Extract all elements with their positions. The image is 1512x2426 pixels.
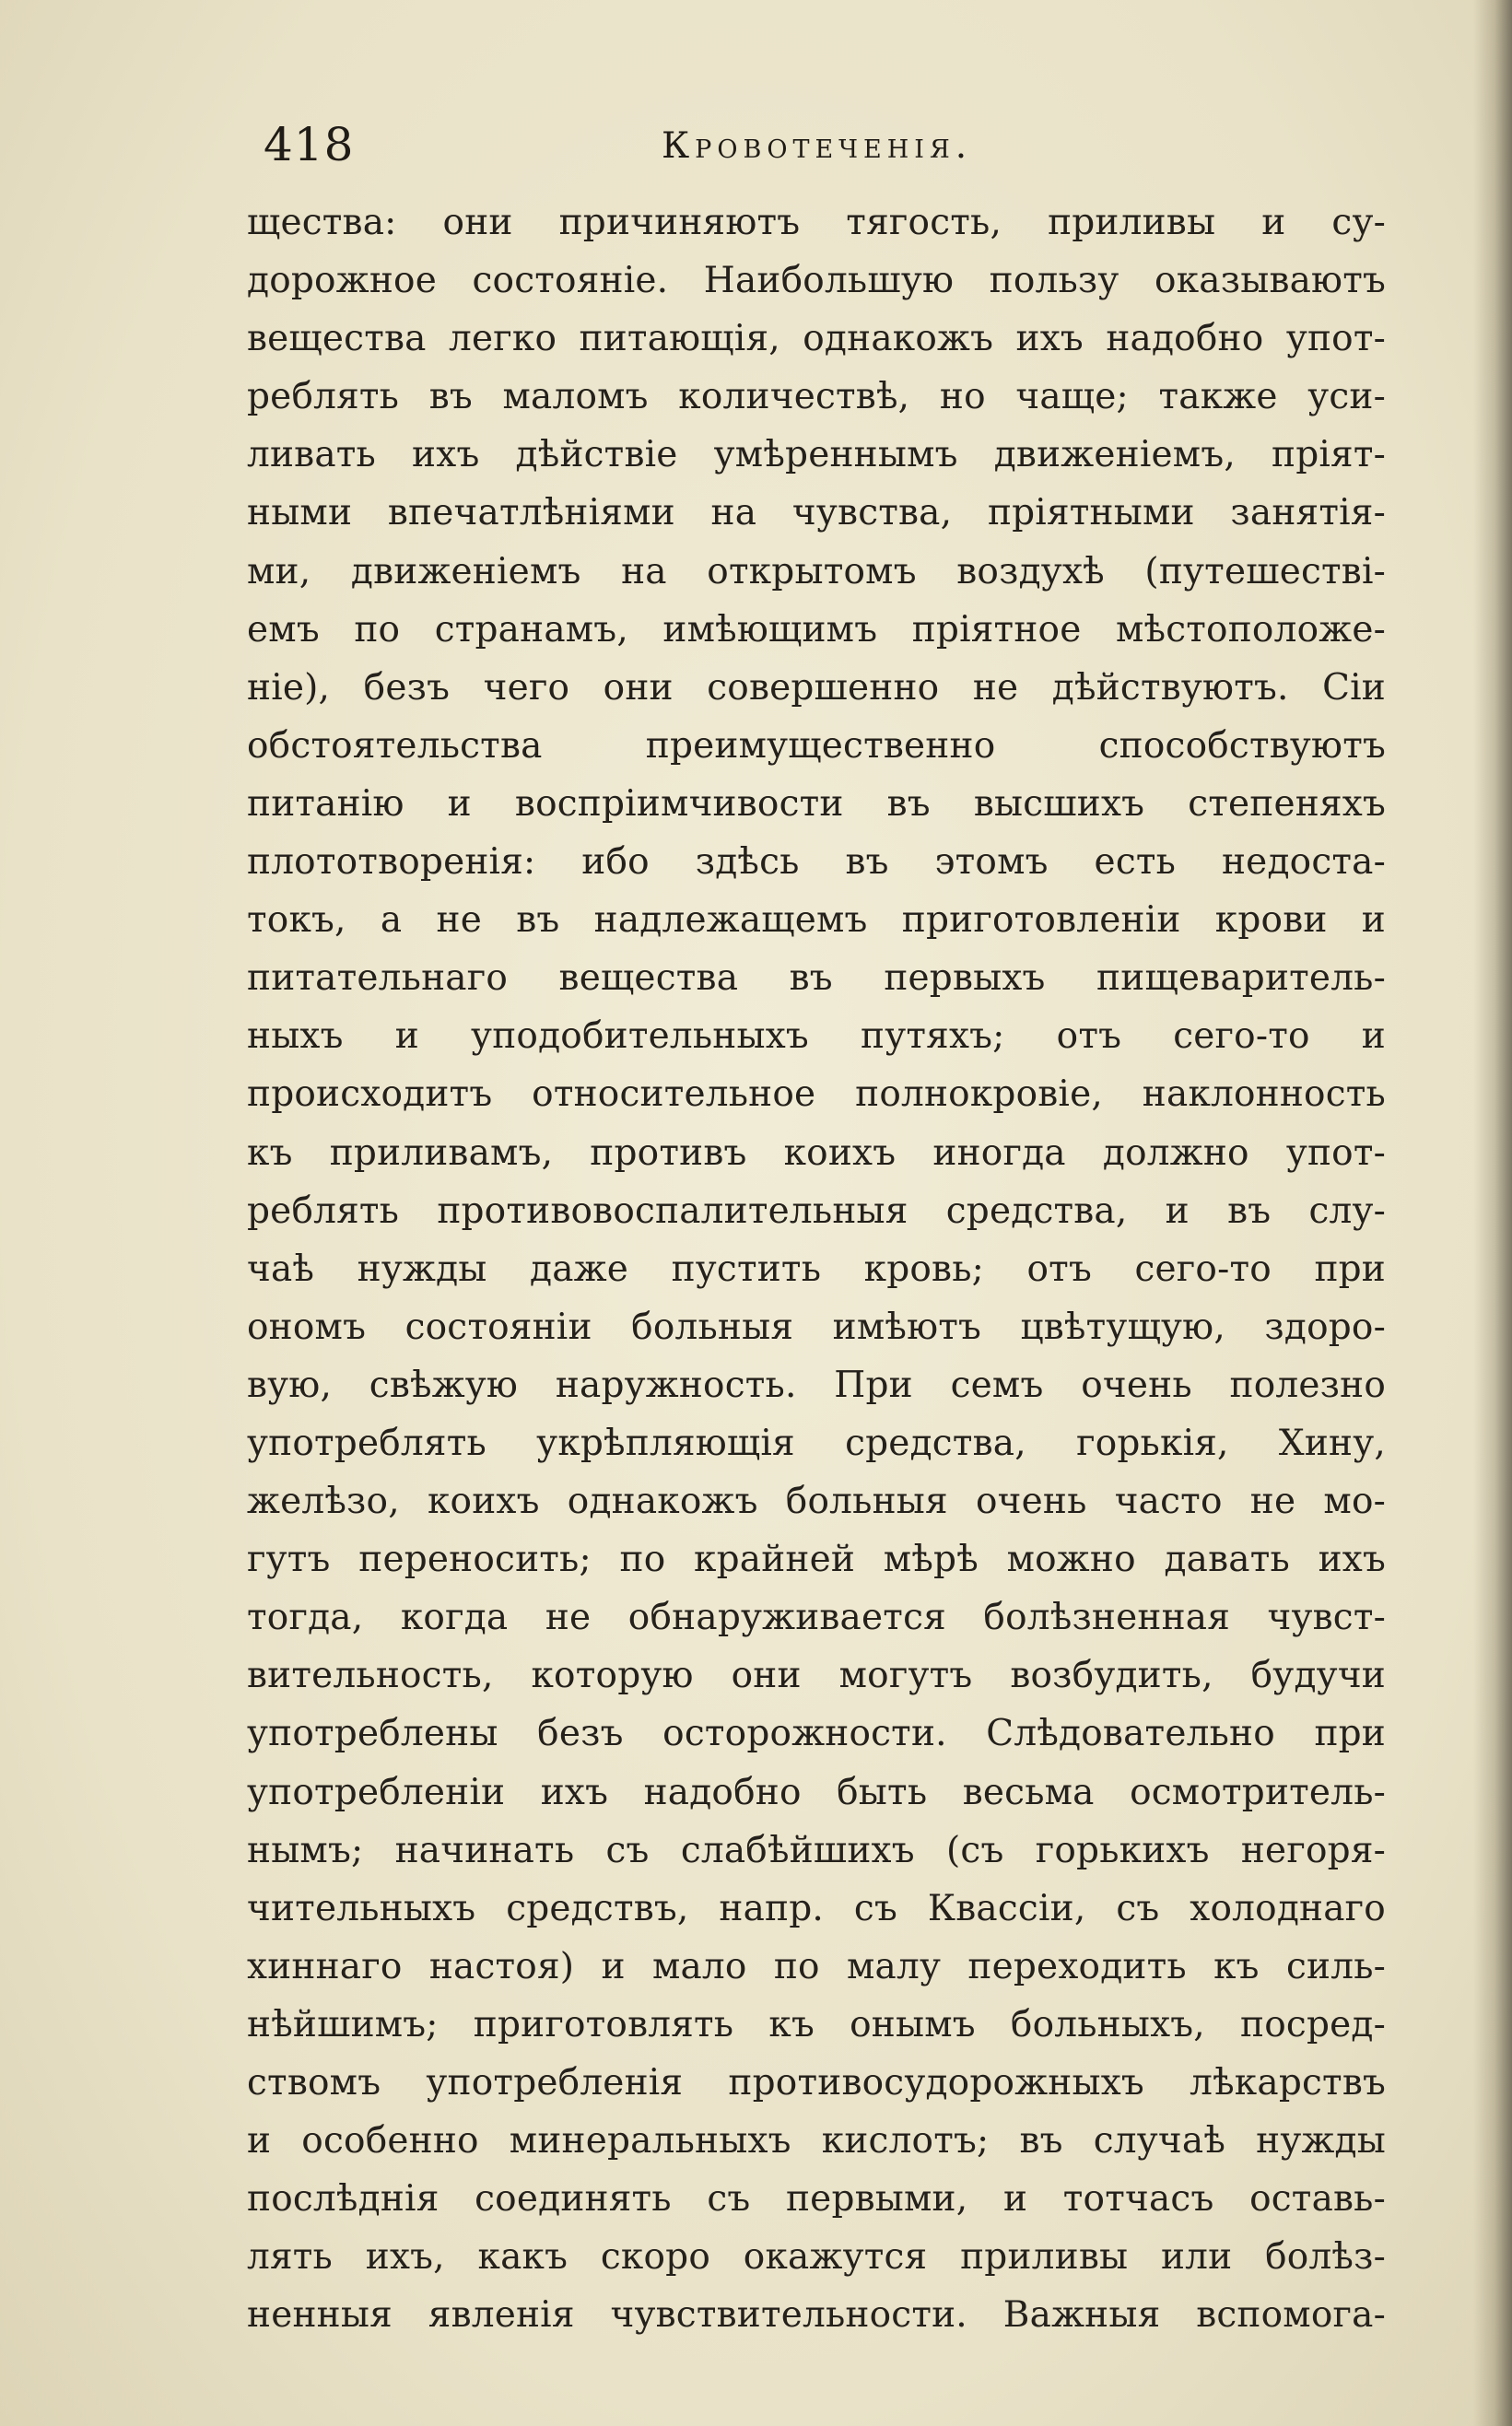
- text-line: чительныхъ средствъ, напр. съ Квассіи, съ холоднаго: [247, 1887, 1386, 1929]
- text-line: щества: они причиняютъ тягость, приливы и су-: [247, 202, 1386, 243]
- text-line: реблять въ маломъ количествѣ, но чаще; также уси-: [247, 376, 1386, 418]
- page-number: 418: [264, 118, 355, 171]
- text-line: происходитъ относительное полнокровіе, наклонность: [247, 1073, 1386, 1116]
- text-line: чаѣ нужды даже пустить кровь; отъ сего-то при: [247, 1248, 1386, 1290]
- text-line: питательнаго вещества въ первыхъ пищеваритель-: [247, 957, 1386, 1000]
- text-line: обстоятельства преимущественно способствуютъ: [247, 724, 1386, 767]
- text-line: послѣднія соединять съ первыми, и тотчасъ оставь-: [247, 2178, 1386, 2221]
- page-edge-shadow: [1473, 0, 1512, 2426]
- text-line: ономъ состояніи больныя имѣютъ цвѣтущую, здоро-: [247, 1306, 1386, 1348]
- text-line: гутъ переносить; по крайней мѣрѣ можно давать ихъ: [247, 1539, 1386, 1581]
- text-line: и особенно минеральныхъ кислотъ; въ случаѣ нужды: [247, 2120, 1386, 2162]
- text-line: желѣзо, коихъ однакожъ больныя очень часто не мо-: [247, 1481, 1386, 1523]
- text-line: нымъ; начинать съ слабѣйшихъ (съ горькихъ негоря-: [247, 1829, 1386, 1871]
- text-line: питанію и воспріимчивости въ высшихъ степеняхъ: [247, 782, 1386, 825]
- text-line: емъ по странамъ, имѣющимъ пріятное мѣстоположе-: [247, 608, 1386, 650]
- text-line: реблять противовоспалительныя средства, и въ слу-: [247, 1190, 1386, 1232]
- text-line: ненныя явленія чувствительности. Важныя вспомога-: [247, 2294, 1386, 2337]
- text-line: ніе), безъ чего они совершенно не дѣйствуютъ. Сіи: [247, 666, 1386, 709]
- text-line: ливать ихъ дѣйствіе умѣреннымъ движеніемъ, пріят-: [247, 434, 1386, 476]
- text-line: употребленіи ихъ надобно быть весьма осмотритель-: [247, 1771, 1386, 1813]
- text-line: хиннаго настоя) и мало по малу переходить къ силь-: [247, 1945, 1386, 1987]
- running-title: Кровотеченія.: [662, 125, 973, 167]
- text-line: вительность, которую они могутъ возбудить, будучи: [247, 1655, 1386, 1697]
- text-line: плототворенія: ибо здѣсь въ этомъ есть недоста-: [247, 841, 1386, 884]
- text-line: нѣйшимъ; приготовлять къ онымъ больныхъ, посред-: [247, 2003, 1386, 2045]
- text-line: ми, движеніемъ на открытомъ воздухѣ (путешестві-: [247, 550, 1386, 592]
- text-line: тогда, когда не обнаруживается болѣзненная чувст-: [247, 1597, 1386, 1639]
- text-line: дорожное состояніе. Наибольшую пользу оказываютъ: [247, 260, 1386, 302]
- text-line: вещества легко питающія, однакожъ ихъ надобно упот-: [247, 318, 1386, 360]
- text-line: вую, свѣжую наружность. При семъ очень полезно: [247, 1364, 1386, 1406]
- text-line: ными впечатлѣніями на чувства, пріятными занятія-: [247, 492, 1386, 534]
- text-line: лять ихъ, какъ скоро окажутся приливы или болѣз-: [247, 2236, 1386, 2279]
- body-text: [247, 193, 1386, 2344]
- text-line: къ приливамъ, противъ коихъ иногда должно упот-: [247, 1131, 1386, 1174]
- text-line: ныхъ и уподобительныхъ путяхъ; отъ сего-то и: [247, 1015, 1386, 1058]
- text-line: употреблены безъ осторожности. Слѣдовательно при: [247, 1713, 1386, 1755]
- text-line: ствомъ употребленія противосудорожныхъ лѣкарствъ: [247, 2062, 1386, 2104]
- text-line: употреблять укрѣпляющія средства, горькія, Хину,: [247, 1422, 1386, 1464]
- text-line: токъ, а не въ надлежащемъ приготовленіи крови и: [247, 899, 1386, 942]
- page-header: [247, 118, 1371, 173]
